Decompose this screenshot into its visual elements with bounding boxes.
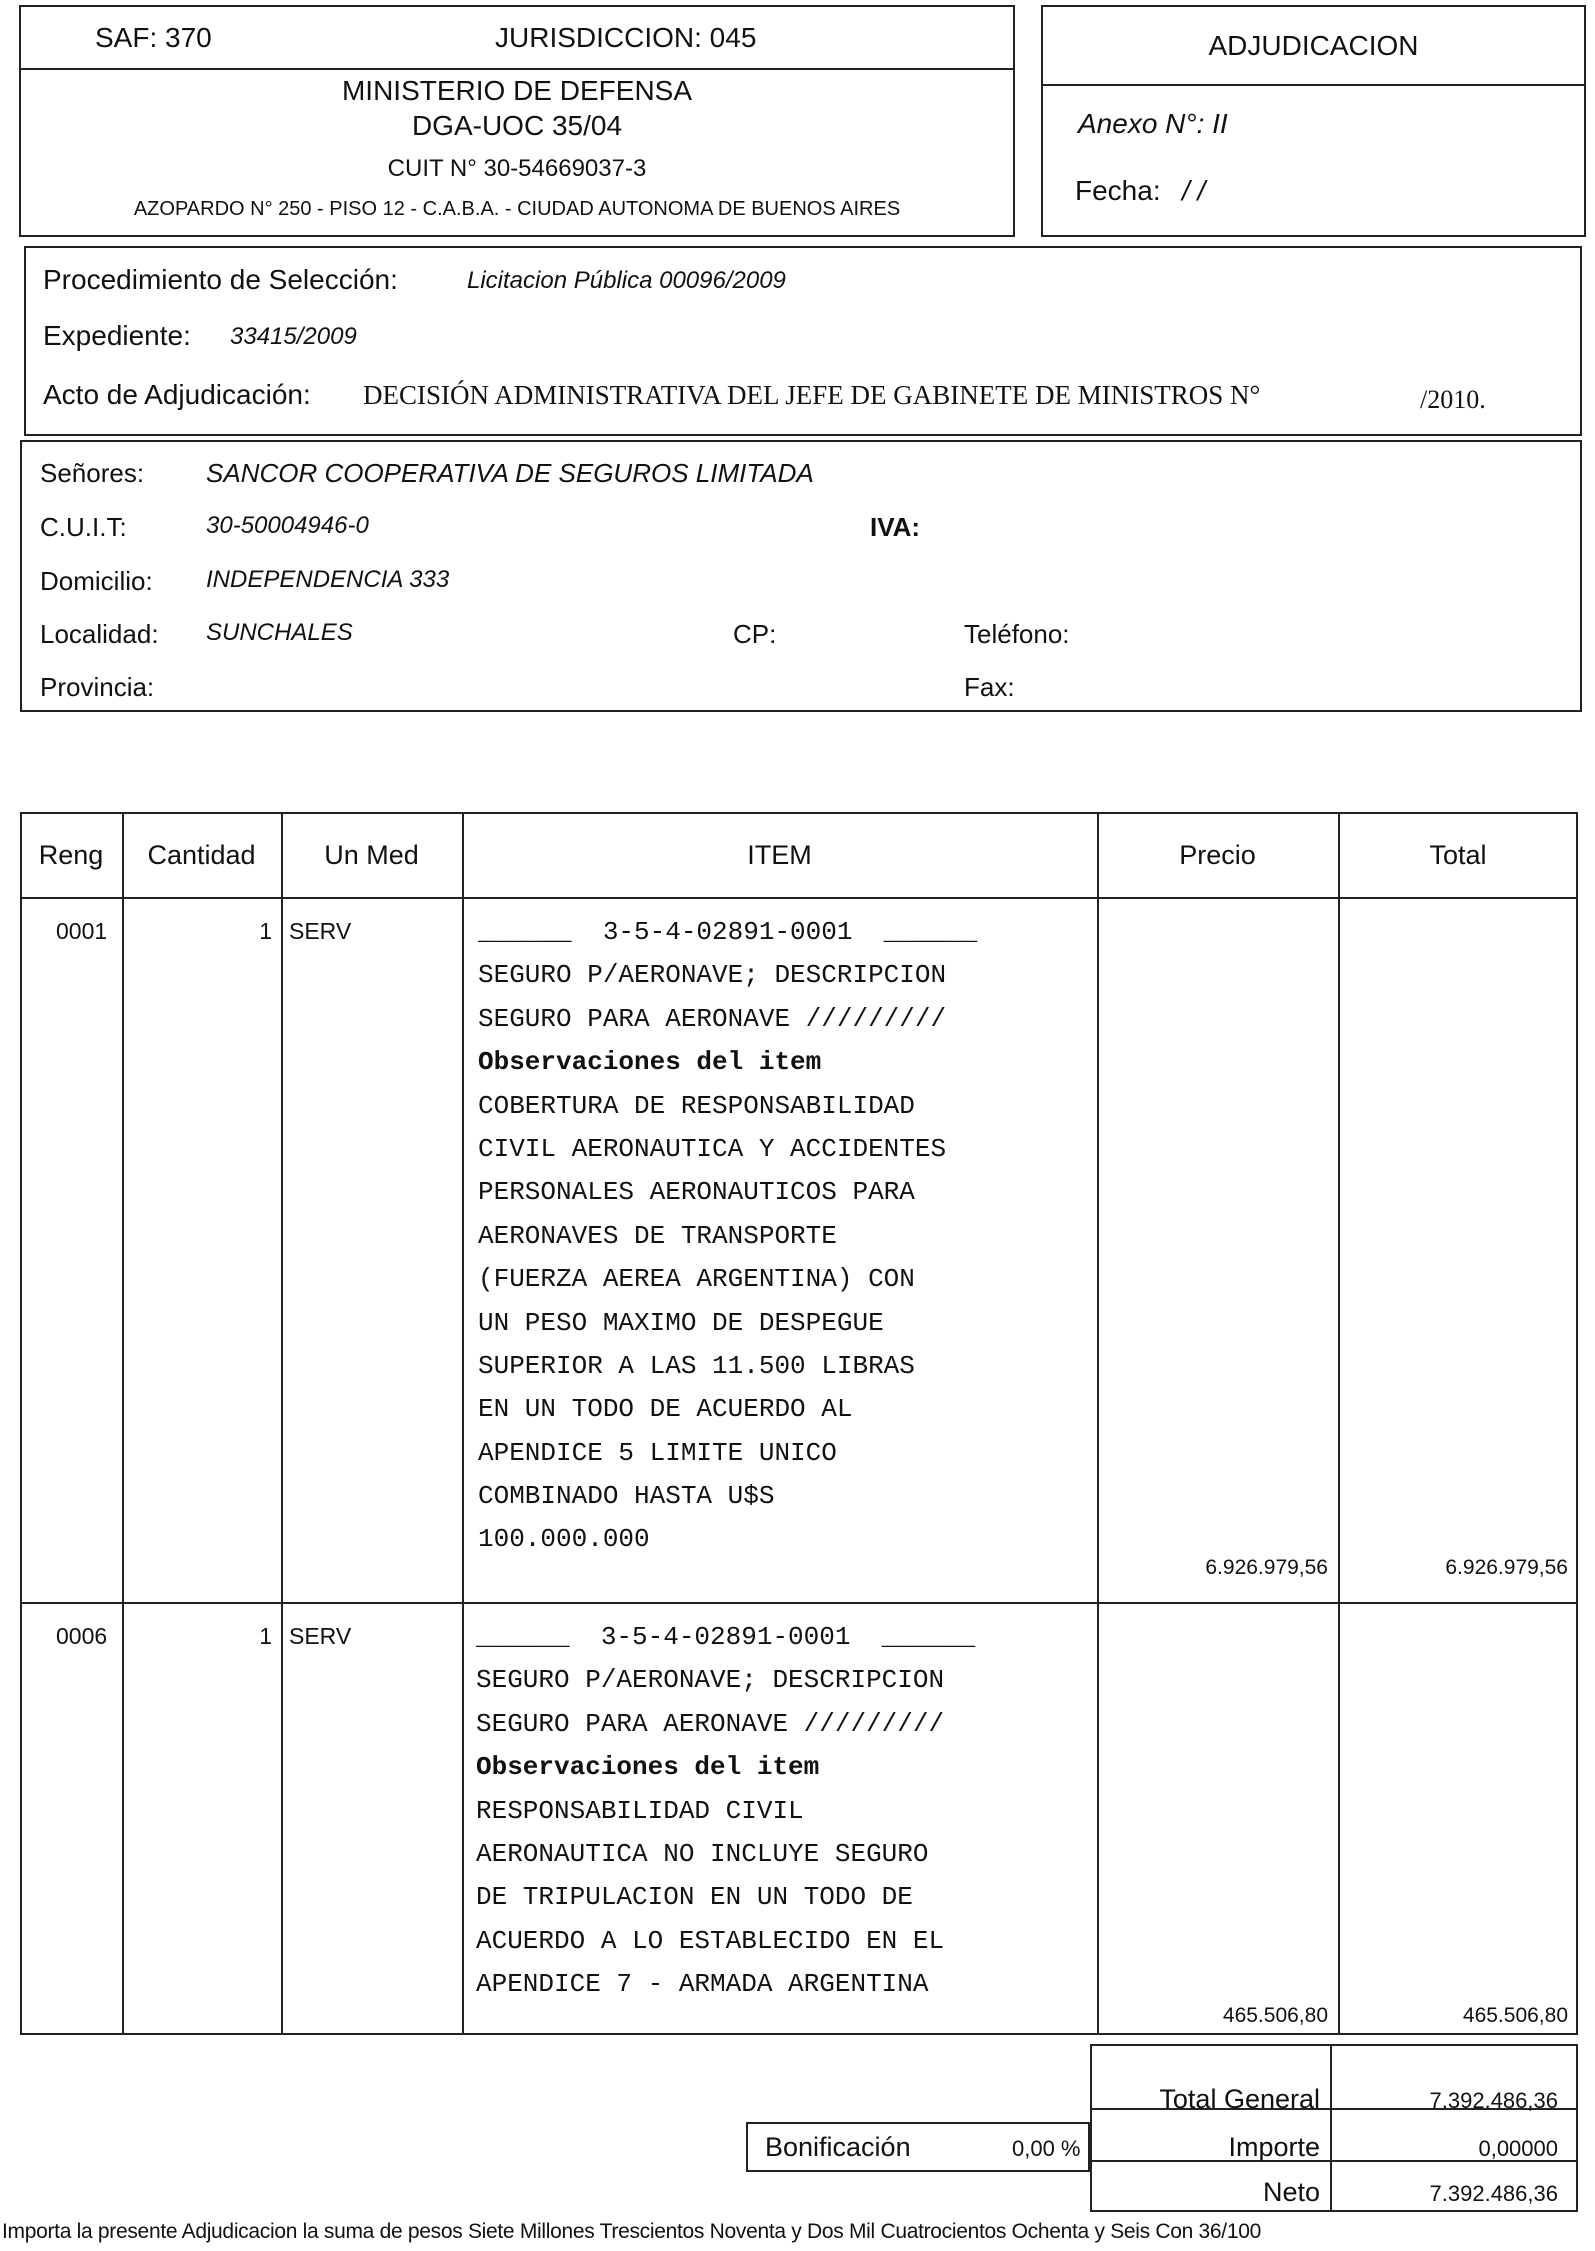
item-description-line: SEGURO P/AERONAVE; DESCRIPCION <box>476 1665 945 1696</box>
total-general-value: 7.392.486,36 <box>1429 2088 1558 2113</box>
total-general-label: Total General <box>1159 2084 1320 2114</box>
neto-label: Neto <box>1262 2177 1320 2207</box>
bonificacion-label: Bonificación <box>765 2132 911 2162</box>
localidad-label: Localidad: <box>40 619 159 649</box>
cuit-title: CUIT N° 30-54669037-3 <box>387 155 647 182</box>
item-description-line: COMBINADO HASTA U$S <box>478 1481 775 1512</box>
procedimiento-value: Licitacion Pública 00096/2009 <box>467 267 786 294</box>
footer-amount-text: Importa la presente Adjudicacion la suma de pesos Siete Millones Trescientos Noventa y Dos Mil Cuatrocientos Ochenta y Seis Con 36/100 <box>2 2220 1261 2243</box>
fecha-value: / / <box>1182 175 1206 206</box>
row1-cantidad: 1 <box>259 918 272 944</box>
item-description-line: APENDICE 7 - ARMADA ARGENTINA <box>476 1969 929 2000</box>
item-description-line: AERONAVES DE TRANSPORTE <box>478 1220 837 1251</box>
header-precio: Precio <box>1179 840 1256 870</box>
item-description-line: ______ 3-5-4-02891-0001 ______ <box>476 1622 976 1652</box>
acto-label: Acto de Adjudicación: <box>43 379 311 410</box>
header-divider <box>19 68 1015 70</box>
item-description-line: CIVIL AERONAUTICA Y ACCIDENTES <box>478 1133 947 1164</box>
item-description-line: EN UN TODO DE ACUERDO AL <box>478 1394 853 1425</box>
row1-item-description <box>478 911 977 1562</box>
item-description-line: COBERTURA DE RESPONSABILIDAD <box>478 1090 915 1121</box>
row1-unmed: SERV <box>289 918 352 944</box>
ministerio-title: MINISTERIO DE DEFENSA <box>341 75 693 106</box>
row2-total: 465.506,80 <box>1462 2004 1568 2027</box>
jurisdiccion-label: JURISDICCION: 045 <box>495 22 757 53</box>
item-description-line: (FUERZA AEREA ARGENTINA) CON <box>478 1264 915 1295</box>
provincia-label: Provincia: <box>40 672 155 702</box>
cuit-provider-value: 30-50004946-0 <box>206 512 369 539</box>
iva-label: IVA: <box>870 512 921 542</box>
senores-value: SANCOR COOPERATIVA DE SEGUROS LIMITADA <box>206 458 814 488</box>
header-cantidad: Cantidad <box>147 840 256 870</box>
item-description-line: SEGURO PARA AERONAVE ///////// <box>476 1708 945 1739</box>
item-description-line: ACUERDO A LO ESTABLECIDO EN EL <box>476 1925 945 1956</box>
importe-label: Importe <box>1228 2132 1320 2162</box>
row2-unmed: SERV <box>289 1623 352 1649</box>
expediente-label: Expediente: <box>43 320 191 351</box>
header-unmed: Un Med <box>324 840 419 870</box>
domicilio-label: Domicilio: <box>40 566 153 596</box>
row2-precio: 465.506,80 <box>1222 2004 1328 2027</box>
item-description-line: DE TRIPULACION EN UN TODO DE <box>476 1882 913 1913</box>
table-row-divider <box>20 1602 1578 1604</box>
table-header-divider <box>20 897 1578 899</box>
col-line-1 <box>122 812 124 2035</box>
row1-total: 6.926.979,56 <box>1445 1556 1568 1579</box>
item-description-line: ______ 3-5-4-02891-0001 ______ <box>478 917 978 947</box>
col-line-2 <box>281 812 283 2035</box>
cuit-provider-label: C.U.I.T: <box>40 512 127 542</box>
adjudicacion-divider <box>1041 84 1586 86</box>
importe-value: 0,00000 <box>1478 2136 1558 2161</box>
item-description-line: APENDICE 5 LIMITE UNICO <box>478 1437 837 1468</box>
dga-title: DGA-UOC 35/04 <box>411 110 623 141</box>
senores-label: Señores: <box>40 458 145 488</box>
cp-label: CP: <box>733 619 777 649</box>
address-line: AZOPARDO N° 250 - PISO 12 - C.A.B.A. - CIUDAD AUTONOMA DE BUENOS AIRES <box>133 198 901 220</box>
row1-reng: 0001 <box>56 918 108 944</box>
fax-label: Fax: <box>964 672 1015 702</box>
domicilio-value: INDEPENDENCIA 333 <box>206 566 450 593</box>
header-reng: Reng <box>38 840 104 870</box>
row1-precio: 6.926.979,56 <box>1205 1556 1328 1579</box>
col-line-5 <box>1338 812 1340 2035</box>
localidad-value: SUNCHALES <box>206 619 353 646</box>
acto-value: DECISIÓN ADMINISTRATIVA DEL JEFE DE GABINETE DE MINISTROS N° <box>363 380 1261 410</box>
col-line-3 <box>462 812 464 2035</box>
anexo-label: Anexo N°: II <box>1078 108 1228 139</box>
acto-year: /2010. <box>1420 385 1486 414</box>
col-line-4 <box>1097 812 1099 2035</box>
expediente-value: 33415/2009 <box>230 323 357 350</box>
header-total: Total <box>1429 840 1487 870</box>
item-description-line: 100.000.000 <box>478 1524 650 1555</box>
adjudicacion-title: ADJUDICACION <box>1208 30 1419 61</box>
saf-label: SAF: 370 <box>95 22 212 53</box>
item-description-line: AERONAUTICA NO INCLUYE SEGURO <box>476 1838 929 1869</box>
row2-item-description <box>476 1616 975 2007</box>
item-description-line: SEGURO PARA AERONAVE ///////// <box>478 1003 947 1034</box>
row2-cantidad: 1 <box>259 1623 272 1649</box>
bonificacion-value: 0,00 % <box>1012 2136 1081 2161</box>
item-description-line: PERSONALES AERONAUTICOS PARA <box>478 1177 915 1208</box>
procedimiento-label: Procedimiento de Selección: <box>43 264 398 295</box>
fecha-label: Fecha: <box>1075 175 1161 206</box>
item-description-line: Observaciones del item <box>476 1752 820 1783</box>
item-description-line: SEGURO P/AERONAVE; DESCRIPCION <box>478 960 947 991</box>
telefono-label: Teléfono: <box>964 619 1070 649</box>
item-description-line: Observaciones del item <box>478 1047 822 1078</box>
header-item: ITEM <box>747 840 812 870</box>
item-description-line: RESPONSABILIDAD CIVIL <box>476 1795 804 1826</box>
row2-reng: 0006 <box>56 1623 108 1649</box>
item-description-line: SUPERIOR A LAS 11.500 LIBRAS <box>478 1350 915 1381</box>
neto-value: 7.392.486,36 <box>1429 2181 1558 2206</box>
item-description-line: UN PESO MAXIMO DE DESPEGUE <box>478 1307 884 1338</box>
